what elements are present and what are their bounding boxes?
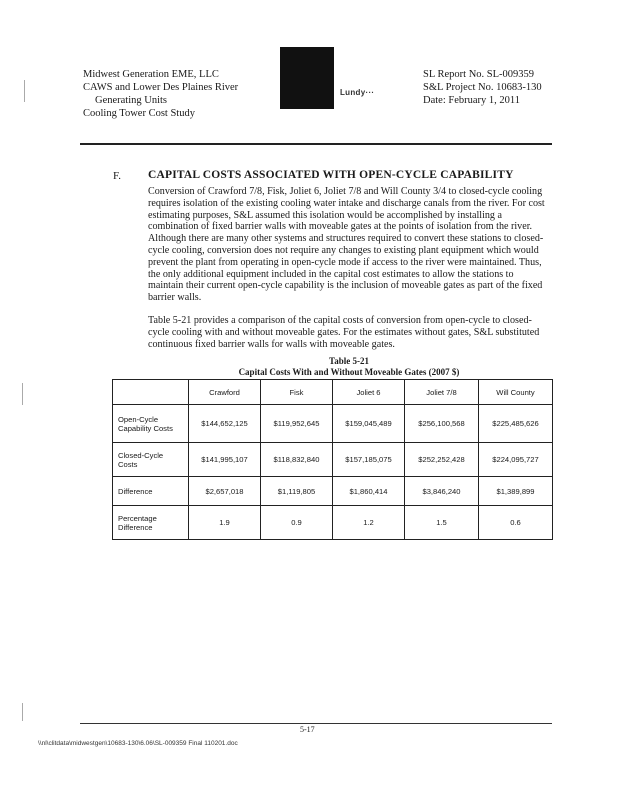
table-row: [113, 506, 553, 540]
table-cell: $2,657,018: [189, 477, 261, 506]
table-header-cell: [113, 380, 189, 405]
table-cell: $224,095,727: [479, 443, 553, 477]
capital-costs-table: [112, 379, 553, 540]
table-cell: $1,860,414: [333, 477, 405, 506]
table-cell: 0.6: [479, 506, 553, 540]
table-cell: 1.5: [405, 506, 479, 540]
report-date: Date: February 1, 2011: [423, 95, 521, 106]
row-label: Percentage Difference: [113, 506, 189, 540]
table-cell: $157,185,075: [333, 443, 405, 477]
table-cell: 0.9: [261, 506, 333, 540]
table-cell: $1,389,899: [479, 477, 553, 506]
section-title: CAPITAL COSTS ASSOCIATED WITH OPEN-CYCLE CAPABILITY: [148, 169, 514, 181]
table-cell: 1.2: [333, 506, 405, 540]
company-name: Midwest Generation EME, LLC: [83, 69, 219, 80]
row-label: Open-Cycle Capability Costs: [113, 405, 189, 443]
paragraph-2: Table 5-21 provides a comparison of the capital costs of conversion from open-cycle to closed-cycle cooling with and without moveable gates. For the estimates without gates, S&L substituted continuous fixed barrier walls for walls with moveable gates.: [148, 315, 540, 350]
scan-margin-mark: [22, 703, 23, 721]
table-header-cell: Joliet 7/8: [405, 380, 479, 405]
table-cell: $256,100,568: [405, 405, 479, 443]
table-cell: $141,995,107: [189, 443, 261, 477]
table-cell: $225,485,626: [479, 405, 553, 443]
row-label: Difference: [113, 477, 189, 506]
file-path: \\nl\clitdata\midwestgen\10683-130\6.06\SL-009359 Final 110201.doc: [38, 740, 238, 747]
project-name-line1: CAWS and Lower Des Plaines River: [83, 82, 239, 93]
table-cell: $1,119,805: [261, 477, 333, 506]
logo-text: Lundy···: [340, 88, 375, 97]
table-cell: $3,846,240: [405, 477, 479, 506]
table-header-row: [113, 380, 553, 405]
scan-margin-mark: [22, 383, 23, 405]
page-number: 5-17: [300, 725, 315, 734]
table-header-cell: Joliet 6: [333, 380, 405, 405]
table-caption: Capital Costs With and Without Moveable Gates (2007 $): [238, 367, 460, 377]
table-number: Table 5-21: [329, 356, 369, 366]
table-cell: $159,045,489: [333, 405, 405, 443]
table-cell: $118,832,840: [261, 443, 333, 477]
report-number: SL Report No. SL-009359: [423, 69, 535, 80]
table-header-cell: Will County: [479, 380, 553, 405]
header-left-block: [83, 68, 238, 120]
table-cell: $252,252,428: [405, 443, 479, 477]
table-row: [113, 405, 553, 443]
table-cell: 1.9: [189, 506, 261, 540]
section-letter: F.: [113, 170, 121, 182]
table-row: [113, 443, 553, 477]
table-header-cell: Fisk: [261, 380, 333, 405]
header-right-block: [423, 68, 542, 107]
table-row: [113, 477, 553, 506]
sargent-lundy-logo-mark: [280, 47, 334, 109]
project-name-line2: Generating Units: [95, 95, 168, 106]
header-divider: [80, 143, 552, 145]
study-name: Cooling Tower Cost Study: [83, 108, 195, 119]
table-cell: $144,652,125: [189, 405, 261, 443]
project-number: S&L Project No. 10683-130: [423, 82, 542, 93]
table-header-cell: Crawford: [189, 380, 261, 405]
row-label: Closed-Cycle Costs: [113, 443, 189, 477]
scan-margin-mark: [24, 80, 25, 102]
footer-divider: [80, 723, 552, 724]
paragraph-1: Conversion of Crawford 7/8, Fisk, Joliet 6, Joliet 7/8 and Will County 3/4 to closed-cycle cooling requires isolation of the existing cooling water intake and discharge canals from the river. For cost estimating purposes, S&L assumed this isolation would be accomplished by installing a combination of fixed barrier walls with moveable gates at the points of isolation from the river. Although there are many other systems and structures required to convert these stations to closed-cycle cooling, conversion does not require any changes to existing plant equipment which would prevent the plant from operating in open-cycle mode if access to the river were maintained. Thus, the only additional equipment included in the capital cost estimates to allow the stations to maintain their current open-cycle capability is the inclusion of moveable gates as part of the fixed barrier walls.: [148, 186, 545, 304]
table-cell: $119,952,645: [261, 405, 333, 443]
